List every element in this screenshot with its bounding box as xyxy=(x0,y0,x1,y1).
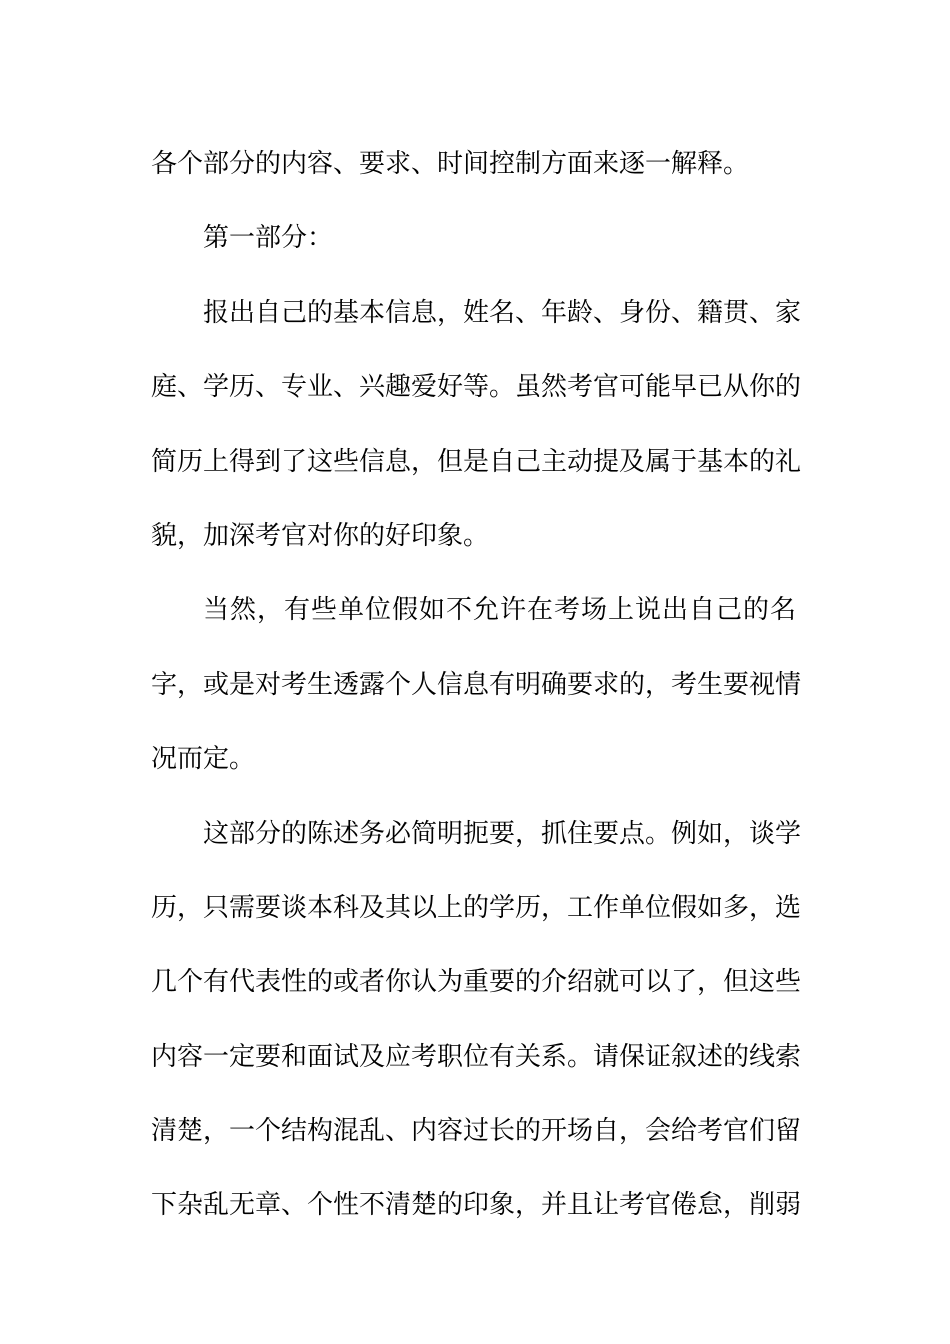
text-line: 历，只需要谈本科及其以上的学历，工作单位假如多，选 xyxy=(151,892,802,923)
text-line: 下杂乱无章、个性不清楚的印象，并且让考官倦怠，削弱 xyxy=(151,1190,802,1221)
text-line: 各个部分的内容、要求、时间控制方面来逐一解释。 xyxy=(151,149,750,179)
text-line: 庭、学历、专业、兴趣爱好等。虽然考官可能早已从你的 xyxy=(151,372,802,403)
text-line: 这部分的陈述务必简明扼要，抓住要点。例如，谈学 xyxy=(203,818,802,849)
text-line: 当然，有些单位假如不允许在考场上说出自己的名 xyxy=(203,595,796,626)
text-line: 清楚，一个结构混乱、内容过长的开场自，会给考官们留 xyxy=(151,1116,802,1147)
text-line: 报出自己的基本信息，姓名、年龄、身份、籍贯、家 xyxy=(203,297,802,328)
text-line: 貌，加深考官对你的好印象。 xyxy=(151,520,490,551)
text-line: 字，或是对考生透露个人信息有明确要求的，考生要视情 xyxy=(151,669,802,700)
text-line: 几个有代表性的或者你认为重要的介绍就可以了，但这些 xyxy=(151,967,802,998)
section-heading: 第一部分： xyxy=(203,223,334,254)
text-line: 简历上得到了这些信息，但是自己主动提及属于基本的礼 xyxy=(151,446,802,477)
document-body xyxy=(151,127,802,1243)
text-line: 内容一定要和面试及应考职位有关系。请保证叙述的线索 xyxy=(151,1041,802,1072)
text-line: 况而定。 xyxy=(151,744,256,775)
